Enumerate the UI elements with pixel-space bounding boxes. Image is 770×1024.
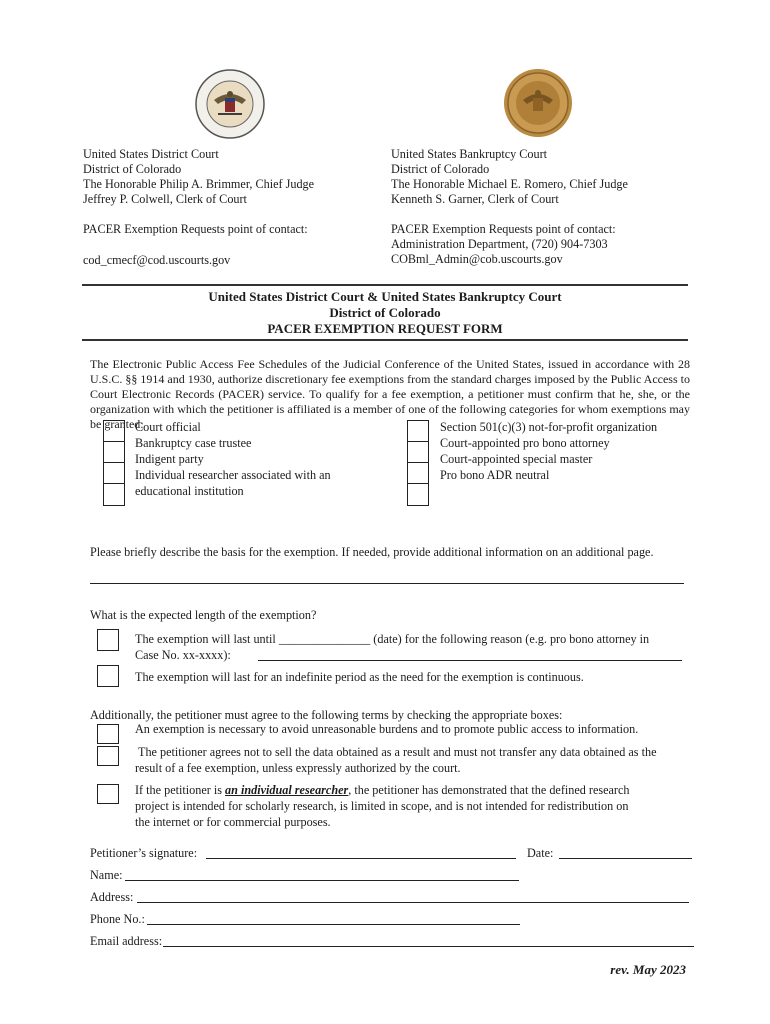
checkbox-indefinite-exemption[interactable] <box>97 665 119 687</box>
email-label: Email address: <box>90 934 163 948</box>
district-court-header <box>83 147 383 268</box>
category-individual-researcher-cont: educational institution <box>135 484 244 498</box>
name-label: Name: <box>90 868 123 882</box>
basis-input-line[interactable] <box>90 583 684 584</box>
category-court-official: Court official <box>135 420 201 434</box>
checkbox-term-researcher[interactable] <box>97 784 119 804</box>
checkbox-individual-researcher[interactable] <box>104 484 124 505</box>
checkbox-adr-neutral[interactable] <box>408 484 428 505</box>
bankruptcy-court-header <box>391 147 721 267</box>
district-contact-email[interactable]: cod_cmecf@cod.uscourts.gov <box>83 253 231 267</box>
date-label: Date: <box>527 846 554 860</box>
phone-label: Phone No.: <box>90 912 145 926</box>
form-title-1: United States District Court & United States Bankruptcy Court <box>208 289 562 304</box>
category-individual-researcher: Individual researcher associated with an <box>135 468 331 482</box>
category-indigent-party: Indigent party <box>135 452 204 466</box>
phone-input-line[interactable] <box>147 924 520 925</box>
bankruptcy-court-name: United States Bankruptcy Court <box>391 147 548 161</box>
bankruptcy-contact-dept: Administration Department, (720) 904-7303 <box>391 237 608 251</box>
category-501c3: Section 501(c)(3) not-for-profit organization <box>440 420 658 434</box>
checkbox-bankruptcy-trustee[interactable] <box>104 442 124 463</box>
bankruptcy-contact-email[interactable]: COBml_Admin@cob.uscourts.gov <box>391 252 563 266</box>
checkbox-special-master[interactable] <box>408 463 428 484</box>
case-reason-input-line[interactable] <box>258 660 682 661</box>
revision-date: rev. May 2023 <box>610 962 686 977</box>
district-court-name: United States District Court <box>83 147 219 161</box>
checkbox-pro-bono-attorney[interactable] <box>408 442 428 463</box>
term-researcher-cont-2: the internet or for commercial purposes. <box>135 815 331 829</box>
intro-paragraph: The Electronic Public Access Fee Schedules of the Judicial Conference of the United States, issued in accordance with 28 U.S.C. §§ 1914 and 1930, authorize discretionary fee exemptions from the standard charges imposed by the Public Access to Court Electronic Records (PACER) service. To qualify for a fee exemption, a petitioner must confirm that he, she, or the organization with which the petitioner is affiliated is a member of one of the following categories for whom exemptions may be granted: <box>90 357 690 431</box>
district-court-judge: The Honorable Philip A. Brimmer, Chief Judge <box>83 177 315 191</box>
bankruptcy-court-seal <box>503 68 573 138</box>
title-rule-top <box>82 284 688 286</box>
checkbox-501c3[interactable] <box>408 421 428 442</box>
term-researcher <box>135 783 630 798</box>
length-option-2: The exemption will last for an indefinite period as the need for the exemption is continuous. <box>135 670 584 684</box>
term-researcher-post: , the petitioner has demonstrated that the defined research <box>348 783 630 797</box>
bankruptcy-court-location: District of Colorado <box>391 162 490 176</box>
checkbox-term-necessary[interactable] <box>97 724 119 744</box>
length-option-1-case: Case No. xx-xxxx): <box>135 648 231 662</box>
district-court-clerk: Jeffrey P. Colwell, Clerk of Court <box>83 192 247 206</box>
bankruptcy-court-clerk: Kenneth S. Garner, Clerk of Court <box>391 192 559 206</box>
checkbox-indigent-party[interactable] <box>104 463 124 484</box>
category-adr-neutral: Pro bono ADR neutral <box>440 468 550 482</box>
basis-prompt: Please briefly describe the basis for the exemption. If needed, provide additional information on an additional page. <box>90 545 654 559</box>
categories-right-checkboxes[interactable] <box>407 420 429 506</box>
checkbox-court-official[interactable] <box>104 421 124 442</box>
category-special-master: Court-appointed special master <box>440 452 593 466</box>
bankruptcy-court-judge: The Honorable Michael E. Romero, Chief Judge <box>391 177 628 191</box>
signature-input-line[interactable] <box>206 858 516 859</box>
length-prompt: What is the expected length of the exemption? <box>90 608 317 622</box>
categories-left-checkboxes[interactable] <box>103 420 125 506</box>
category-pro-bono-attorney: Court-appointed pro bono attorney <box>440 436 610 450</box>
title-rule-bottom <box>82 339 688 341</box>
term-researcher-emphasis: an individual researcher <box>225 783 349 797</box>
date-input-line[interactable] <box>559 858 692 859</box>
terms-intro: Additionally, the petitioner must agree to the following terms by checking the appropriate boxes: <box>90 708 563 722</box>
address-input-line[interactable] <box>137 902 689 903</box>
form-title-2: District of Colorado <box>329 305 441 320</box>
district-court-seal <box>194 68 266 140</box>
email-input-line[interactable] <box>163 946 694 947</box>
signature-label: Petitioner’s signature: <box>90 846 198 860</box>
bankruptcy-contact-label: PACER Exemption Requests point of contact: <box>391 222 616 236</box>
term-researcher-cont-1: project is intended for scholarly research, is limited in scope, and is not intended for redistribution on <box>135 799 629 813</box>
form-title-3: PACER EXEMPTION REQUEST FORM <box>267 321 503 336</box>
term-necessary: An exemption is necessary to avoid unreasonable burdens and to promote public access to information. <box>135 722 639 736</box>
district-contact-label: PACER Exemption Requests point of contact: <box>83 222 308 236</box>
checkbox-exemption-until-date[interactable] <box>97 629 119 651</box>
length-option-1: The exemption will last until _______________ (date) for the following reason (e.g. pro bono attorney in <box>135 632 650 646</box>
term-no-sell: The petitioner agrees not to sell the data obtained as a result and must not transfer any data obtained as the <box>138 745 657 759</box>
category-bankruptcy-trustee: Bankruptcy case trustee <box>135 436 252 450</box>
term-no-sell-cont: result of a fee exemption, unless expressly authorized by the court. <box>135 761 461 775</box>
checkbox-term-no-sell[interactable] <box>97 746 119 766</box>
address-label: Address: <box>90 890 134 904</box>
term-researcher-pre: If the petitioner is <box>135 783 226 797</box>
district-court-location: District of Colorado <box>83 162 182 176</box>
name-input-line[interactable] <box>125 880 519 881</box>
